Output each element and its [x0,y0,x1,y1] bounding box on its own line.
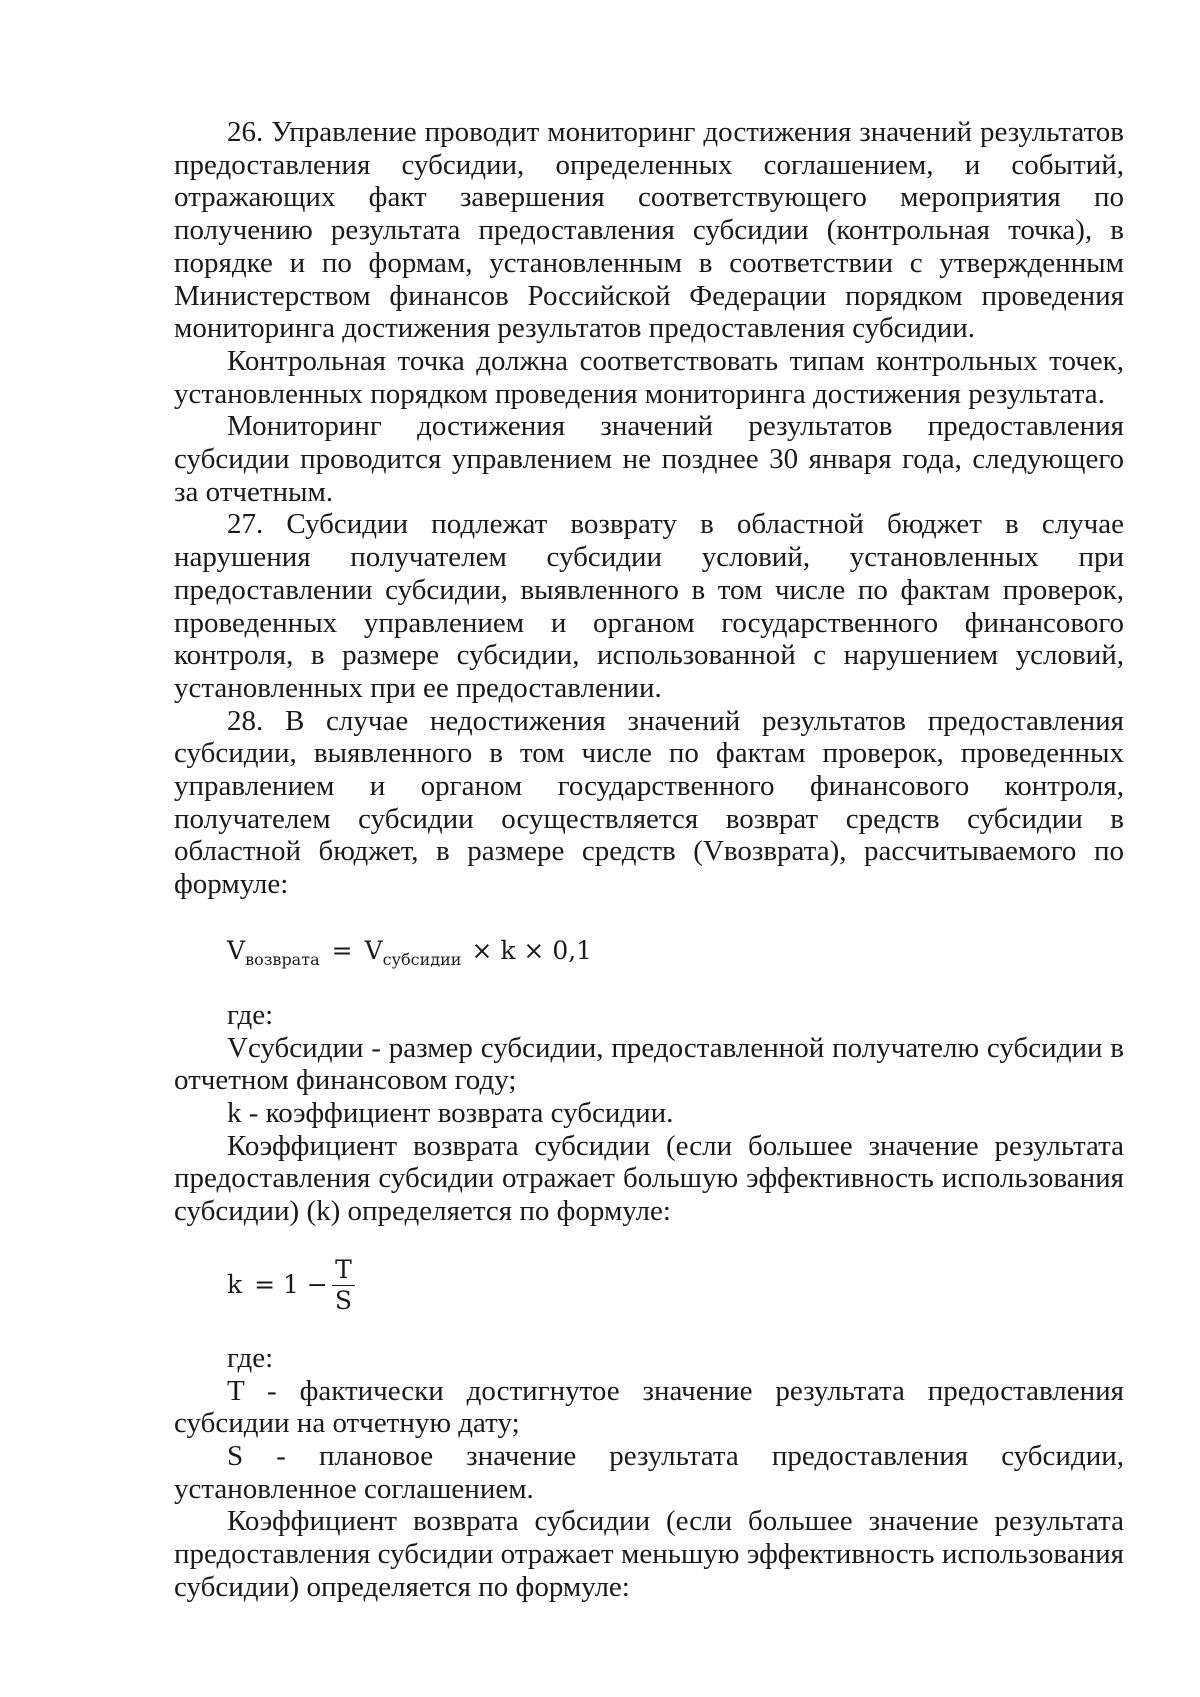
formula-lhs-v: V [227,935,246,965]
formula-fraction [332,1255,355,1316]
paragraph-monitoring-deadline: Мониторинг достижения значений результатов предоставления субсидии проводится управлением не позднее 30 января года, следующего за отчетным. [174,410,1124,508]
formula-rhs-rest: × k × 0,1 [471,935,593,965]
formula-rhs-v: V [364,935,383,965]
formula-equals: = [331,935,353,965]
formula-k-coefficient [174,1248,1124,1324]
paragraph-27: 27. Субсидии подлежат возврату в областной бюджет в случае нарушения получателем субсидии условий, установленных при предоставлении субсидии, выявленного в том числе по фактам проверок, проведенных управлением и органом государственного финансового контроля, в размере субсидии, использованной с нарушением условий, установленных при ее предоставлении. [174,508,1124,704]
formula-refund-amount [174,931,1124,971]
paragraph-26: 26. Управление проводит мониторинг достижения значений результатов предоставления субсидии, определенных соглашением, и событий, отражающих факт завершения соответствующего мероприятия по получению результата предоставления субсидии (контрольная точка), в порядке и по формам, установленным в соответствии с утвержденным Министерством финансов Российской Федерации порядком проведения мониторинга достижения результатов предоставления субсидии. [174,116,1124,345]
definition-k: k - коэффициент возврата субсидии. [227,1096,674,1129]
paragraph-control-point: Контрольная точка должна соответствовать типам контрольных точек, установленных порядком проведения мониторинга достижения результата. [174,344,1124,410]
formula-rhs-subscript: субсидии [382,949,462,969]
formula-lhs-subscript: возврата [245,949,320,969]
where-label-2: где: [227,1341,274,1374]
where-label-1: где: [227,998,274,1031]
document-page [174,116,1124,1603]
paragraph-28: 28. В случае недостижения значений результатов предоставления субсидии, выявленного в том числе по фактам проверок, проведенных управлением и органом государственного финансового контроля, получателем субсидии осуществляется возврат средств субсидии в областной бюджет, в размере средств (Vвозврата), рассчитываемого по формуле: [174,704,1124,901]
definition-v-subsidy: Vсубсидии - размер субсидии, предоставленной получателю субсидии в отчетном финансовом году; [174,1031,1124,1097]
definition-t: T - фактически достигнутое значение результата предоставления субсидии на отчетную дату; [174,1374,1124,1440]
paragraph-k-lesser-efficiency: Коэффициент возврата субсидии (если большее значение результата предоставления субсидии отражает меньшую эффективность использования субсидии) определяется по формуле: [174,1505,1124,1603]
fraction-numerator: T [335,1255,352,1285]
formula-k-lhs: k [227,1270,243,1300]
paragraph-k-greater-efficiency: Коэффициент возврата субсидии (если большее значение результата предоставления субсидии отражает большую эффективность использования субсидии) (k) определяется по формуле: [174,1129,1124,1228]
definition-s: S - плановое значение результата предоставления субсидии, установленное соглашением. [174,1439,1124,1505]
formula-k-rhs: = 1 − [254,1270,328,1300]
fraction-denominator: S [334,1286,352,1316]
